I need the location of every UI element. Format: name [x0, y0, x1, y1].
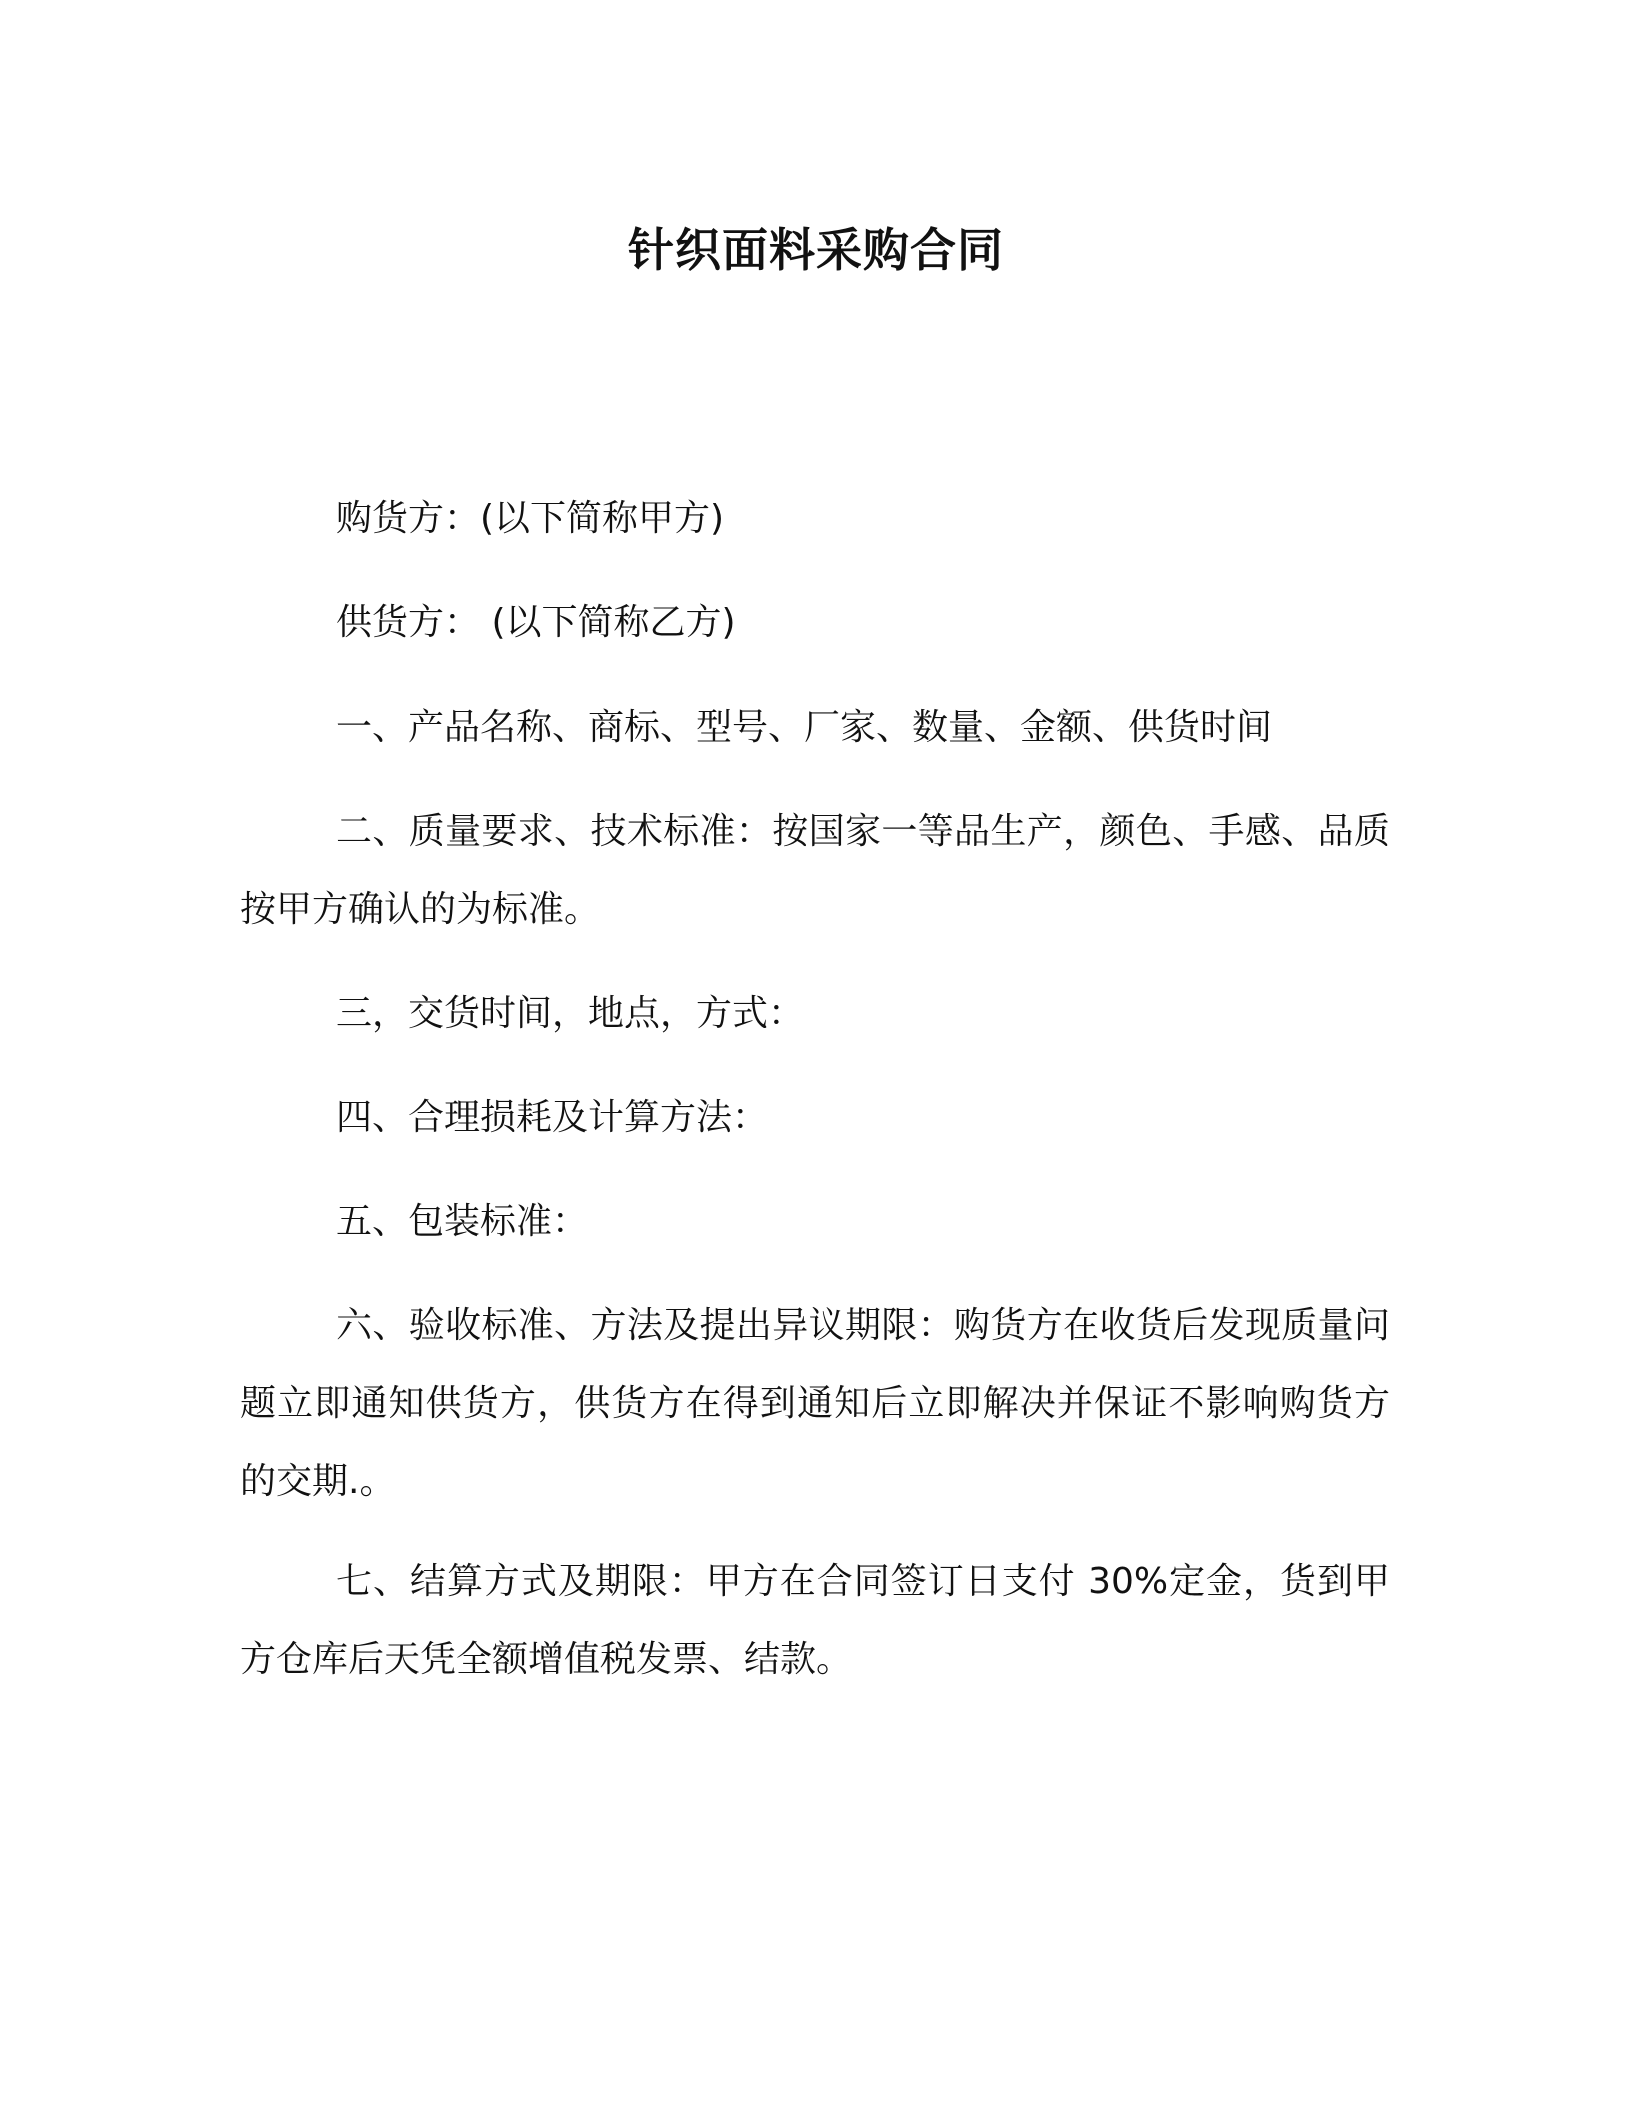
section-6-acceptance: 六、验收标准、方法及提出异议期限：购货方在收货后发现质量问题立即通知供货方，供货方在得到通知后立即解决并保证不影响购货方的交期.。	[240, 1305, 1390, 1502]
section-2-quality-requirements: 二、质量要求、技术标准：按国家一等品生产，颜色、手感、品质按甲方确认的为标准。	[240, 811, 1390, 930]
supplier-line: 供货方： (以下简称乙方)	[336, 602, 736, 643]
section-1-product-info: 一、产品名称、商标、型号、厂家、数量、金额、供货时间	[336, 707, 1273, 748]
document-title: 针织面料采购合同	[628, 223, 1004, 277]
section-7-settlement: 七、结算方式及期限：甲方在合同签订日支付 30%定金，货到甲方仓库后天凭全额增值税发票、结款。	[240, 1561, 1390, 1680]
section-5-packaging: 五、包装标准：	[336, 1201, 589, 1242]
section-3-delivery: 三，交货时间，地点，方式：	[336, 993, 805, 1034]
section-4-loss-calculation: 四、合理损耗及计算方法：	[336, 1097, 769, 1138]
buyer-line: 购货方：(以下简称甲方)	[336, 498, 725, 539]
